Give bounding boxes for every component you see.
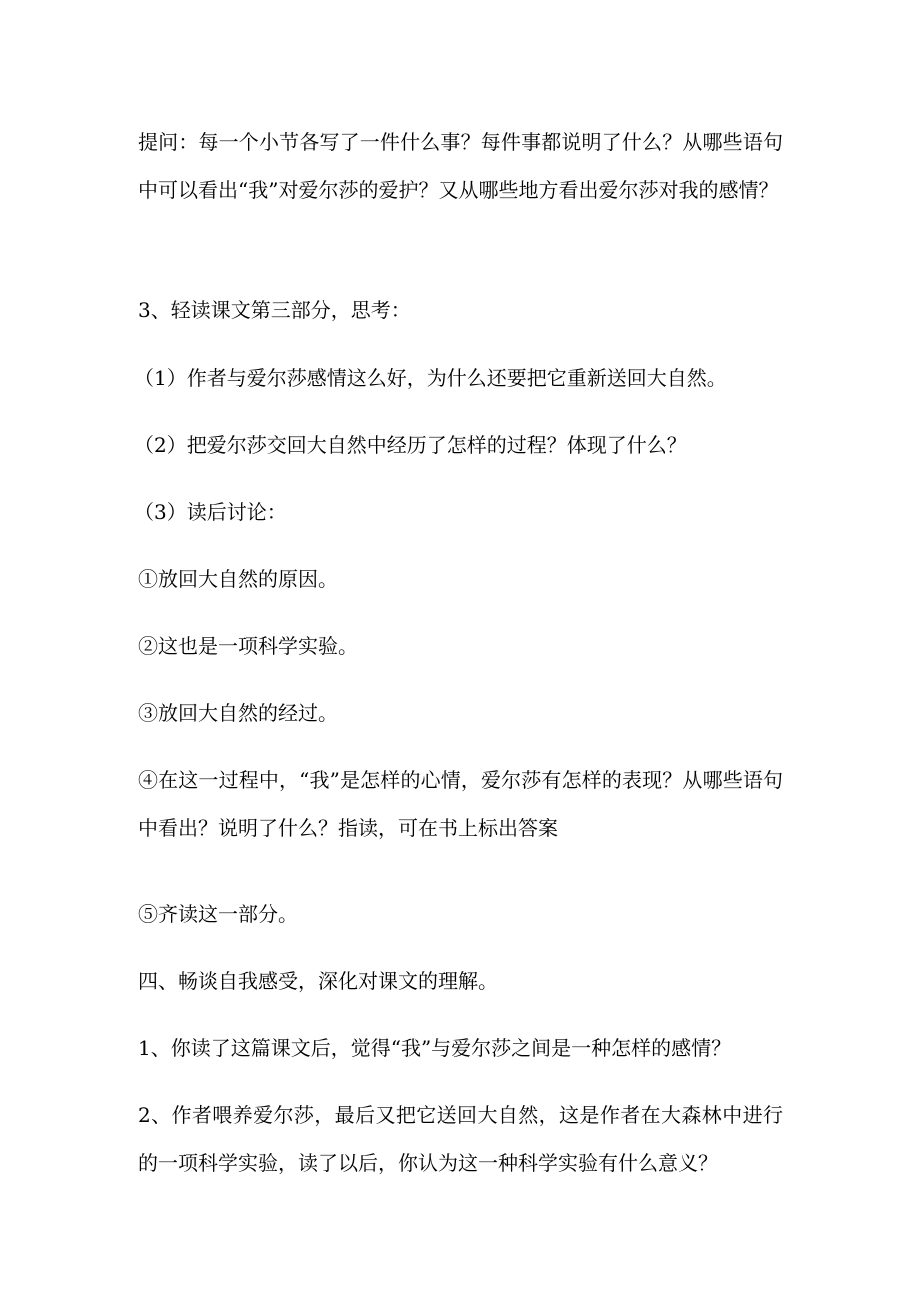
paragraph-section-4-question-2: 2、作者喂养爱尔莎，最后又把它送回大自然，这是作者在大森林中进行的一项科学实验，读了以后，你认为这一种科学实验有什么意义？ <box>138 1103 783 1175</box>
paragraph-question-prompt: 提问：每一个小节各写了一件什么事？每件事都说明了什么？从哪些语句中可以看出“我”对爱尔莎的爱护？又从哪些地方看出爱尔莎对我的感情？ <box>138 130 783 202</box>
section-4-heading: 四、畅谈自我感受，深化对课文的理解。 <box>138 969 498 993</box>
paragraph-sub-question-1: （1）作者与爱尔莎感情这么好，为什么还要把它重新送回大自然。 <box>134 366 727 390</box>
paragraph-sub-question-3: （3）读后讨论： <box>134 500 287 524</box>
paragraph-step-3-heading: 3、轻读课文第三部分，思考： <box>138 298 411 322</box>
paragraph-sub-question-2: （2）把爱尔莎交回大自然中经历了怎样的过程？体现了什么？ <box>134 433 687 457</box>
paragraph-discussion-item-1: ①放回大自然的原因。 <box>138 567 338 591</box>
paragraph-discussion-item-4: ④在这一过程中，“我”是怎样的心情，爱尔莎有怎样的表现？从哪些语句中看出？说明了什么？指读，可在书上标出答案 <box>138 768 783 840</box>
paragraph-discussion-item-3: ③放回大自然的经过。 <box>138 701 338 725</box>
paragraph-section-4-question-1: 1、你读了这篇课文后，觉得“我”与爱尔莎之间是一种怎样的感情？ <box>138 1036 732 1060</box>
paragraph-discussion-item-2: ②这也是一项科学实验。 <box>138 634 358 658</box>
paragraph-discussion-item-5: ⑤齐读这一部分。 <box>138 902 298 926</box>
